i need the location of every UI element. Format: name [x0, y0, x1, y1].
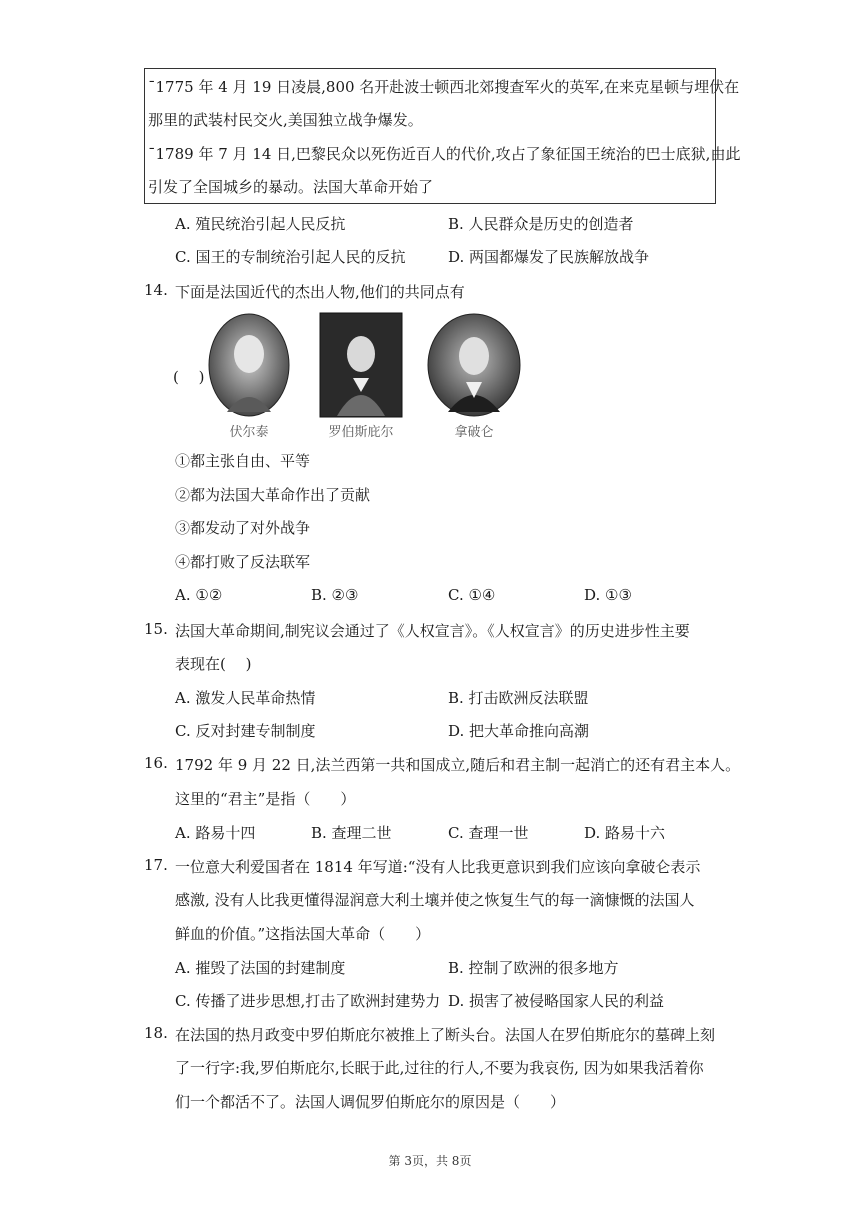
q14-option-c[interactable]: C. ①④ [448, 586, 496, 604]
q17-option-d[interactable]: D. 损害了被侵略国家人民的利益 [448, 992, 665, 1010]
q14-item-2: ②都为法国大革命作出了贡献 [175, 486, 371, 504]
q15-stem-line-1: 法国大革命期间,制宪议会通过了《人权宣言》。《人权宣言》的历史进步性主要 [175, 622, 690, 640]
q15-option-b[interactable]: B. 打击欧洲反法联盟 [448, 689, 589, 707]
q13-option-b[interactable]: B. 人民群众是历史的创造者 [448, 215, 634, 233]
q15-number: 15. [144, 620, 168, 638]
q17-stem-line-2: 感激, 没有人比我更懂得湿润意大利土壤并使之恢复生气的每一滴慷慨的法国人 [175, 891, 695, 909]
q14-item-3: ③都发动了对外战争 [175, 519, 311, 537]
q18-stem-line-3: 们一个都活不了。法国人调侃罗伯斯庇尔的原因是（ ） [175, 1093, 566, 1111]
q13-option-d[interactable]: D. 两国都爆发了民族解放战争 [448, 248, 650, 266]
q15-stem-line-2: 表现在( ) [175, 655, 252, 673]
box-line-4: 引发了全国城乡的暴动。法国大革命开始了 [148, 178, 434, 196]
q17-stem-line-3: 鲜血的价值。”这指法国大革命（ ） [175, 925, 431, 943]
q14-item-4: ④都打败了反法联军 [175, 553, 311, 571]
q18-number: 18. [144, 1024, 168, 1042]
q17-option-b[interactable]: B. 控制了欧洲的很多地方 [448, 959, 619, 977]
q16-stem-line-1: 1792 年 9 月 22 日,法兰西第一共和国成立,随后和君主制一起消亡的还有君主本人。 [175, 756, 741, 774]
q14-option-d[interactable]: D. ①③ [584, 586, 632, 604]
q18-stem-line-2: 了一行字:我,罗伯斯庇尔,长眠于此,过往的行人,不要为我哀伤, 因为如果我活着你 [175, 1059, 704, 1077]
q16-option-a[interactable]: A. 路易十四 [175, 824, 256, 842]
q15-option-c[interactable]: C. 反对封建专制制度 [175, 722, 316, 740]
q17-option-c[interactable]: C. 传播了进步思想,打击了欧洲封建势力 [175, 992, 441, 1010]
q13-option-c[interactable]: C. 国王的专制统治引起人民的反抗 [175, 248, 406, 266]
voltaire-portrait [207, 312, 291, 418]
q16-option-c[interactable]: C. 查理一世 [448, 824, 529, 842]
q16-option-b[interactable]: B. 查理二世 [311, 824, 392, 842]
q14-option-b[interactable]: B. ②③ [311, 586, 359, 604]
napoleon-portrait [426, 312, 522, 418]
q13-option-a[interactable]: A. 殖民统治引起人民反抗 [175, 215, 346, 233]
q18-stem-line-1: 在法国的热月政变中罗伯斯庇尔被推上了断头台。法国人在罗伯斯庇尔的墓碑上刻 [175, 1026, 716, 1044]
page-footer: 第 3页，共 8页 [388, 1154, 472, 1168]
q16-number: 16. [144, 754, 168, 772]
q14-number: 14. [144, 281, 168, 299]
q16-option-d[interactable]: D. 路易十六 [584, 824, 666, 842]
q14-option-a[interactable]: A. ①② [175, 586, 223, 604]
q17-option-a[interactable]: A. 摧毁了法国的封建制度 [175, 959, 346, 977]
q15-option-d[interactable]: D. 把大革命推向高潮 [448, 722, 590, 740]
caption-robespierre: 罗伯斯庇尔 [328, 425, 394, 440]
box-line-1: ˉ1775 年 4 月 19 日凌晨,800 名开赴波士顿西北郊搜查军火的英军,在来克星顿与埋伏在 [148, 78, 740, 96]
q15-option-a[interactable]: A. 激发人民革命热情 [175, 689, 316, 707]
q14-stem: 下面是法国近代的杰出人物,他们的共同点有 [175, 283, 465, 301]
q16-stem-line-2: 这里的“君主”是指（ ） [175, 790, 356, 808]
q17-stem-line-1: 一位意大利爱国者在 1814 年写道:“没有人比我更意识到我们应该向拿破仑表示 [175, 858, 701, 876]
q14-answer-paren: ( ) [173, 368, 205, 386]
q17-number: 17. [144, 856, 168, 874]
caption-napoleon: 拿破仑 [454, 425, 494, 440]
caption-voltaire: 伏尔泰 [229, 425, 269, 440]
box-line-2: 那里的武装村民交火,美国独立战争爆发。 [148, 111, 423, 129]
robespierre-portrait [319, 312, 403, 418]
q14-item-1: ①都主张自由、平等 [175, 452, 311, 470]
box-line-3: ˉ1789 年 7 月 14 日,巴黎民众以死伤近百人的代价,攻占了象征国王统治的巴士底狱,由此 [148, 145, 741, 163]
